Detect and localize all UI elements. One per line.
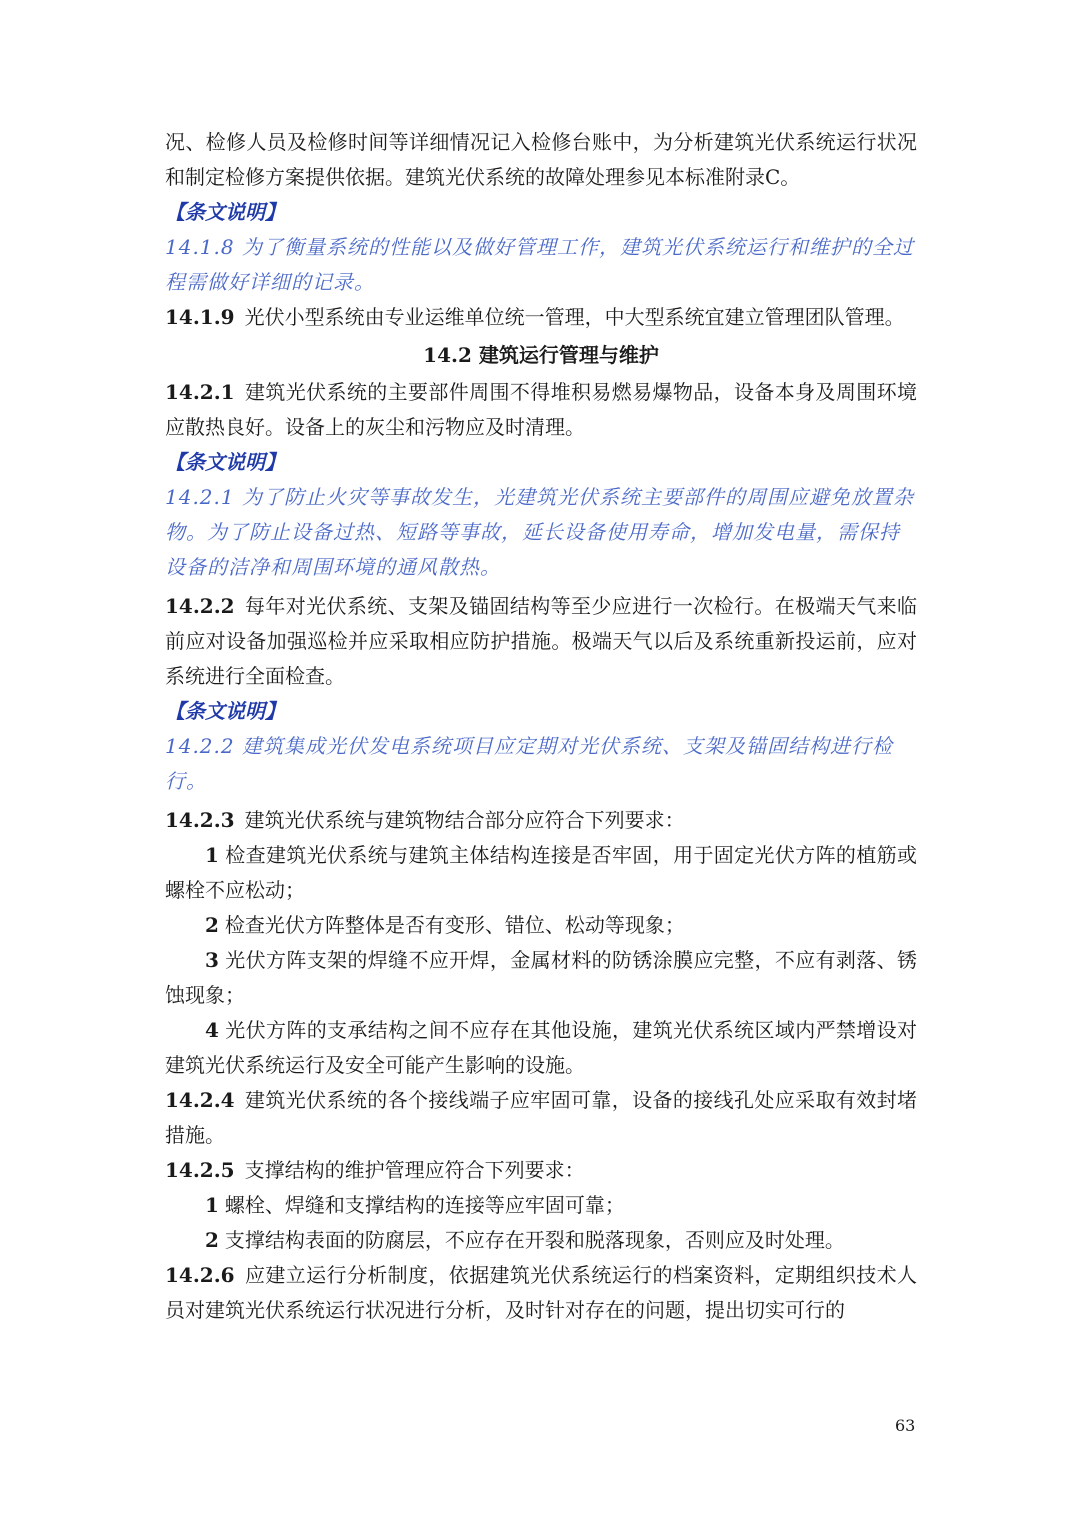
clause-14-2-5: 14.2.5 支撑结构的维护管理应符合下列要求： <box>165 1158 585 1182</box>
clause-explanation-text: 14.1.8 为了衡量系统的性能以及做好管理工作，建筑光伏系统运行和维护的全过程需做好详细的记录。 <box>165 235 914 294</box>
clause-14-2-4: 14.2.4 建筑光伏系统的各个接线端子应牢固可靠，设备的接线孔处应采取有效封堵措施。 <box>165 1088 917 1147</box>
clause-explanation-text: 14.2.2 建筑集成光伏发电系统项目应定期对光伏系统、支架及锚固结构进行检行。 <box>165 734 893 793</box>
section-heading: 14.2 建筑运行管理与维护 <box>423 343 659 367</box>
clause-14-2-1: 14.2.1 建筑光伏系统的主要部件周围不得堆积易燃易爆物品，设备本身及周围环境应散热良好。设备上的灰尘和污物应及时清理。 <box>165 380 917 439</box>
clause-number: 14.2.6 <box>165 1263 235 1287</box>
list-item: 1 检查建筑光伏系统与建筑主体结构连接是否牢固，用于固定光伏方阵的植筋或螺栓不应松动； <box>165 843 917 902</box>
page-content <box>165 125 917 1328</box>
list-item: 2 检查光伏方阵整体是否有变形、错位、松动等现象； <box>205 913 685 937</box>
list-item: 4 光伏方阵的支承结构之间不应存在其他设施，建筑光伏系统区域内严禁增设对建筑光伏系统运行及安全可能产生影响的设施。 <box>165 1018 917 1077</box>
clause-number: 14.1.9 <box>165 305 235 329</box>
clause-explanation-title: 【条文说明】 <box>165 699 285 723</box>
clause-explanation-title: 【条文说明】 <box>165 200 285 224</box>
clause-number: 14.2.1 <box>165 380 235 404</box>
clause-14-1-9: 14.1.9 光伏小型系统由专业运维单位统一管理，中大型系统宜建立管理团队管理。 <box>165 305 905 329</box>
list-item: 1 螺栓、焊缝和支撑结构的连接等应牢固可靠； <box>205 1193 625 1217</box>
page-number: 63 <box>895 1416 916 1435</box>
clause-14-2-2: 14.2.2 每年对光伏系统、支架及锚固结构等至少应进行一次检行。在极端天气来临前应对设备加强巡检并应采取相应防护措施。极端天气以后及系统重新投运前，应对系统进行全面检查。 <box>165 594 917 688</box>
clause-number: 14.2.2 <box>165 594 235 618</box>
clause-explanation-text: 14.2.1 为了防止火灾等事故发生，光建筑光伏系统主要部件的周围应避免放置杂物。为了防止设备过热、短路等事故，延长设备使用寿命，增加发电量，需保持设备的洁净和周围环境的通风散热。 <box>165 485 914 579</box>
list-item: 2 支撑结构表面的防腐层，不应存在开裂和脱落现象，否则应及时处理。 <box>205 1228 845 1252</box>
list-item: 3 光伏方阵支架的焊缝不应开焊，金属材料的防锈涂膜应完整，不应有剥落、锈蚀现象； <box>165 948 917 1007</box>
clause-number: 14.2.5 <box>165 1158 235 1182</box>
clause-14-2-6: 14.2.6 应建立运行分析制度，依据建筑光伏系统运行的档案资料，定期组织技术人员对建筑光伏系统运行状况进行分析，及时针对存在的问题，提出切实可行的 <box>165 1263 917 1322</box>
clause-explanation-title: 【条文说明】 <box>165 450 285 474</box>
clause-number: 14.2.3 <box>165 808 235 832</box>
clause-number: 14.2.4 <box>165 1088 235 1112</box>
paragraph-continued: 况、检修人员及检修时间等详细情况记入检修台账中，为分析建筑光伏系统运行状况和制定检修方案提供依据。建筑光伏系统的故障处理参见本标准附录C。 <box>165 130 917 189</box>
clause-14-2-3: 14.2.3 建筑光伏系统与建筑物结合部分应符合下列要求： <box>165 808 685 832</box>
